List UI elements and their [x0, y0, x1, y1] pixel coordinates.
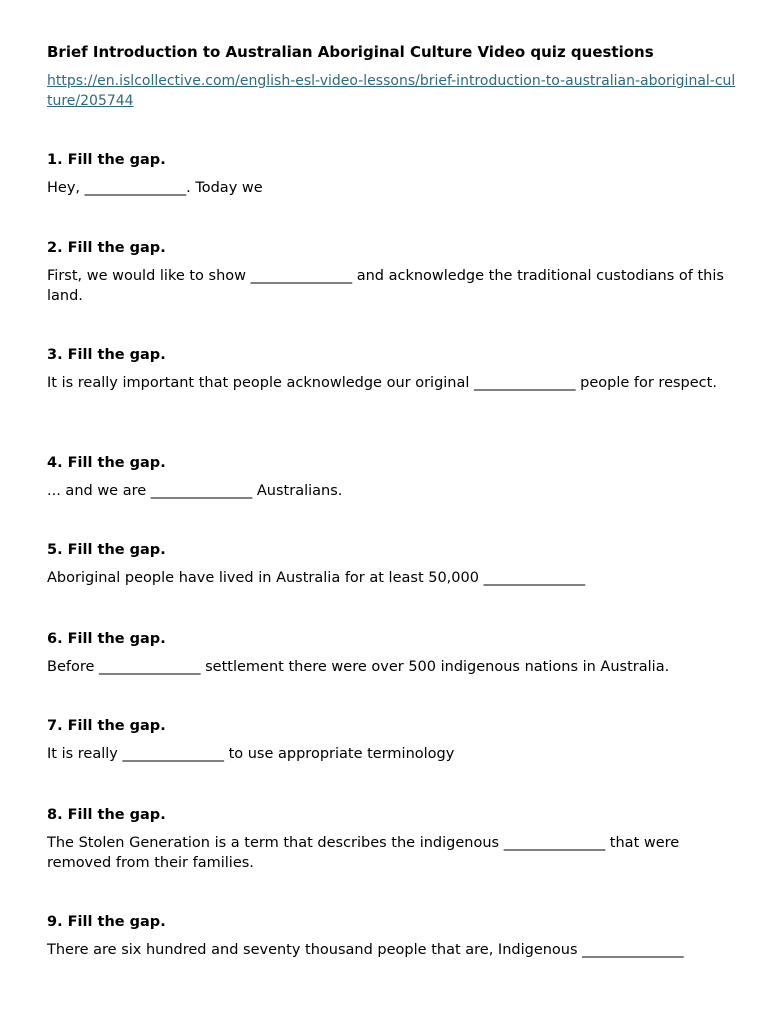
question-9	[47, 912, 737, 961]
document-page	[47, 40, 737, 958]
question-text: It is really important that people acknowledge our original ______________ people for respect.	[47, 375, 717, 391]
question-8	[47, 805, 737, 873]
question-heading: 4. Fill the gap.	[47, 455, 166, 471]
question-3	[47, 345, 737, 394]
question-5	[47, 540, 737, 589]
question-text: Hey, ______________. Today we	[47, 180, 263, 196]
question-text: Aboriginal people have lived in Australia for at least 50,000 ______________	[47, 570, 586, 586]
video-lesson-link[interactable]: https://en.islcollective.com/english-esl-video-lessons/brief-introduction-to-australian-aboriginal-culture/205744	[47, 73, 736, 109]
question-heading: 2. Fill the gap.	[47, 240, 166, 256]
question-text: It is really ______________ to use appropriate terminology	[47, 746, 455, 762]
question-heading: 6. Fill the gap.	[47, 631, 166, 647]
question-text: There are six hundred and seventy thousand people that are, Indigenous ______________	[47, 942, 684, 958]
question-heading: 1. Fill the gap.	[47, 152, 166, 168]
document-title: Brief Introduction to Australian Aboriginal Culture Video quiz questions	[47, 43, 654, 61]
question-1	[47, 150, 737, 199]
question-heading: 3. Fill the gap.	[47, 347, 166, 363]
question-7	[47, 716, 737, 765]
question-text: First, we would like to show ______________ and acknowledge the traditional custodians of this land.	[47, 268, 724, 304]
question-heading: 7. Fill the gap.	[47, 718, 166, 734]
question-2	[47, 238, 737, 306]
question-text: ... and we are ______________ Australians.	[47, 483, 343, 499]
question-4	[47, 453, 737, 502]
question-text: The Stolen Generation is a term that describes the indigenous ______________ that were removed from their families.	[47, 835, 680, 871]
question-6	[47, 629, 737, 678]
question-heading: 5. Fill the gap.	[47, 542, 166, 558]
question-text: Before ______________ settlement there were over 500 indigenous nations in Australia.	[47, 659, 670, 675]
question-heading: 9. Fill the gap.	[47, 914, 166, 930]
question-heading: 8. Fill the gap.	[47, 807, 166, 823]
